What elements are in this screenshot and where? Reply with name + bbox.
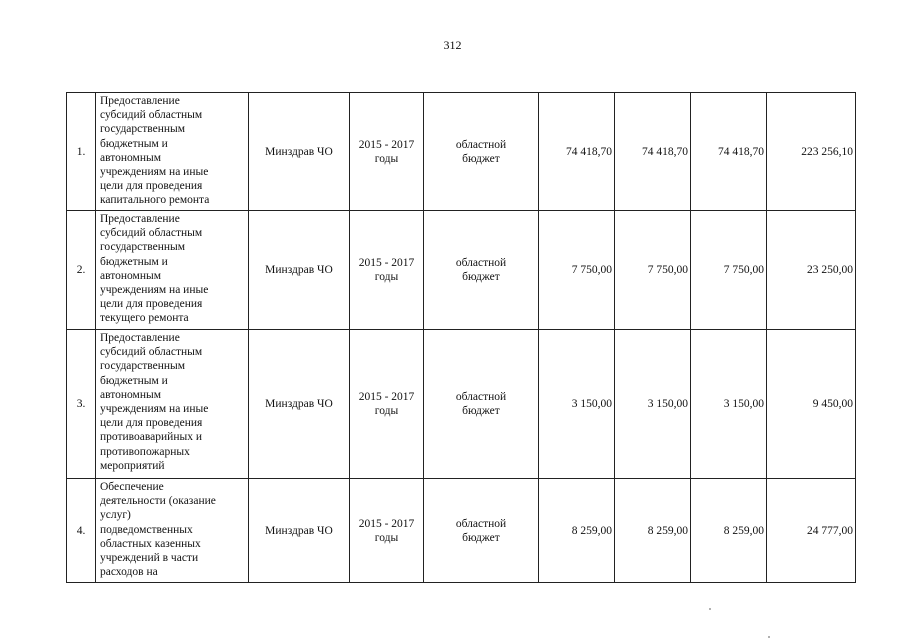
executor-cell: Минздрав ЧО	[249, 211, 350, 330]
row-number: 1.	[67, 93, 96, 211]
source-line: областной	[455, 517, 507, 530]
funding-source-cell	[424, 330, 539, 479]
funding-source-cell	[424, 211, 539, 330]
amount-2015: 8 259,00	[539, 479, 615, 583]
amount-total: 24 777,00	[767, 479, 856, 583]
table-row	[67, 211, 856, 330]
amount-2016: 8 259,00	[615, 479, 691, 583]
description-line: цели для проведения	[100, 180, 203, 193]
description-line: бюджетным и	[100, 374, 168, 387]
source-line: областной	[455, 138, 507, 151]
years-word: годы	[374, 152, 399, 165]
years-range: 2015 - 2017	[358, 257, 415, 269]
years-cell	[350, 330, 424, 479]
description-line: автономным	[100, 388, 161, 401]
description-line: Предоставление	[100, 213, 180, 225]
description-line: учреждениям на иные	[100, 284, 209, 297]
description-line: государственным	[100, 241, 186, 254]
page-number: 312	[443, 38, 462, 52]
executor-cell: Минздрав ЧО	[249, 479, 350, 583]
scan-speck	[709, 608, 711, 610]
amount-total: 23 250,00	[767, 211, 856, 330]
row-number: 3.	[67, 330, 96, 479]
description-line: субсидий областным	[100, 109, 203, 122]
source-line: бюджет	[462, 531, 500, 544]
row-number: 4.	[67, 479, 96, 583]
years-word: годы	[374, 531, 399, 544]
table-row	[67, 479, 856, 583]
executor-cell: Минздрав ЧО	[249, 330, 350, 479]
description-line: противопожарных	[100, 445, 190, 458]
description-line: цели для проведения	[100, 298, 203, 311]
source-line: бюджет	[462, 152, 500, 165]
description-line: Обеспечение	[100, 481, 164, 493]
description-line: противоаварийных и	[100, 431, 202, 444]
description-line: субсидий областным	[100, 346, 203, 359]
description-line: автономным	[100, 269, 161, 282]
description-line: деятельности (оказание	[100, 495, 216, 508]
row-number: 2.	[67, 211, 96, 330]
description-line: Предоставление	[100, 95, 180, 107]
description-line: цели для проведения	[100, 417, 203, 430]
years-cell	[350, 93, 424, 211]
amount-2016: 3 150,00	[615, 330, 691, 479]
description-line: расходов на	[100, 566, 158, 579]
description-line: бюджетным и	[100, 255, 168, 268]
amount-2016: 74 418,70	[615, 93, 691, 211]
years-cell	[350, 211, 424, 330]
years-word: годы	[374, 271, 399, 283]
amount-total: 9 450,00	[767, 330, 856, 479]
source-line: областной	[455, 257, 507, 269]
source-line: бюджет	[462, 271, 500, 283]
description-line: капитального ремонта	[100, 194, 210, 207]
years-range: 2015 - 2017	[358, 517, 415, 530]
amount-2017: 7 750,00	[691, 211, 767, 330]
source-line: бюджет	[462, 405, 500, 417]
table-row	[67, 330, 856, 479]
description-line: подведомственных	[100, 523, 193, 536]
activity-description	[96, 479, 249, 583]
executor-cell: Минздрав ЧО	[249, 93, 350, 211]
activity-description	[96, 93, 249, 211]
years-cell	[350, 479, 424, 583]
amount-2017: 8 259,00	[691, 479, 767, 583]
years-range: 2015 - 2017	[358, 138, 415, 151]
funding-source-cell	[424, 93, 539, 211]
description-line: государственным	[100, 360, 186, 373]
description-line: автономным	[100, 151, 161, 164]
description-line: субсидий областным	[100, 227, 203, 240]
amount-2015: 7 750,00	[539, 211, 615, 330]
years-range: 2015 - 2017	[358, 391, 415, 403]
amount-2015: 74 418,70	[539, 93, 615, 211]
description-line: государственным	[100, 123, 186, 136]
program-table	[66, 92, 856, 583]
description-line: областных казенных	[100, 537, 201, 550]
activity-description	[96, 211, 249, 330]
description-line: текущего ремонта	[100, 312, 189, 325]
description-line: учреждениям на иные	[100, 166, 209, 179]
description-line: учреждений в части	[100, 552, 199, 565]
amount-2017: 3 150,00	[691, 330, 767, 479]
amount-2016: 7 750,00	[615, 211, 691, 330]
amount-total: 223 256,10	[767, 93, 856, 211]
scan-speck	[768, 636, 770, 638]
description-line: бюджетным и	[100, 137, 168, 150]
funding-source-cell	[424, 479, 539, 583]
description-line: услуг)	[100, 509, 131, 522]
description-line: мероприятий	[100, 459, 165, 472]
amount-2017: 74 418,70	[691, 93, 767, 211]
description-line: Предоставление	[100, 332, 180, 344]
table-row	[67, 93, 856, 211]
years-word: годы	[374, 405, 399, 417]
description-line: учреждениям на иные	[100, 403, 209, 416]
amount-2015: 3 150,00	[539, 330, 615, 479]
source-line: областной	[455, 391, 507, 403]
activity-description	[96, 330, 249, 479]
